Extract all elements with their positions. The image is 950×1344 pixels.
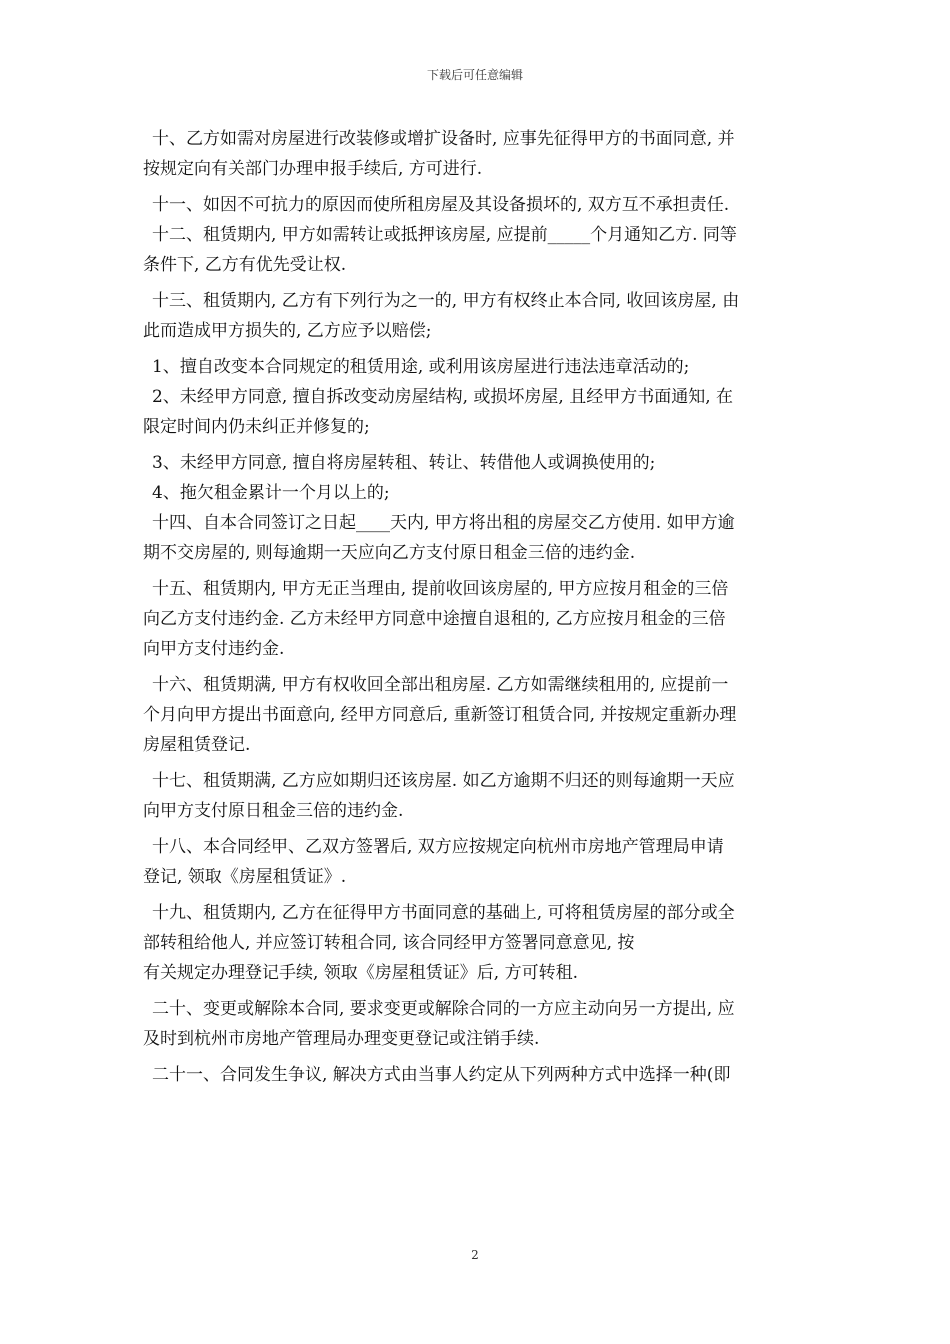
text-line: 十七、租赁期满, 乙方应如期归还该房屋. 如乙方逾期不归还的则每逾期一天应	[152, 771, 735, 791]
text-line: 2、未经甲方同意, 擅自拆改变动房屋结构, 或损坏房屋, 且经甲方书面通知, 在	[152, 387, 734, 407]
text-line: 向甲方支付违约金.	[143, 639, 285, 659]
text-line: 二十一、合同发生争议, 解决方式由当事人约定从下列两种方式中选择一种(即	[152, 1065, 731, 1085]
text-line: 十三、租赁期内, 乙方有下列行为之一的, 甲方有权终止本合同, 收回该房屋, 由	[152, 291, 740, 311]
text-line: 条件下, 乙方有优先受让权.	[143, 255, 347, 275]
text-line: 十五、租赁期内, 甲方无正当理由, 提前收回该房屋的, 甲方应按月租金的三倍	[152, 579, 729, 599]
text-line: 此而造成甲方损失的, 乙方应予以赔偿;	[143, 321, 432, 341]
text-line: 个月向甲方提出书面意向, 经甲方同意后, 重新签订租赁合同, 并按规定重新办理	[143, 705, 737, 725]
text-line: 1、擅自改变本合同规定的租赁用途, 或利用该房屋进行违法违章活动的;	[152, 357, 690, 377]
text-line: 十一、如因不可抗力的原因而使所租房屋及其设备损坏的, 双方互不承担责任.	[152, 195, 730, 215]
text-line: 十四、自本合同签订之日起____天内, 甲方将出租的房屋交乙方使用. 如甲方逾	[152, 513, 735, 533]
text-line: 按规定向有关部门办理申报手续后, 方可进行.	[143, 159, 483, 179]
text-line: 房屋租赁登记.	[143, 735, 251, 755]
text-line: 十八、本合同经甲、乙双方签署后, 双方应按规定向杭州市房地产管理局申请	[152, 837, 724, 857]
text-line: 期不交房屋的, 则每逾期一天应向乙方支付原日租金三倍的违约金.	[143, 543, 636, 563]
text-line: 部转租给他人, 并应签订转租合同, 该合同经甲方签署同意意见, 按	[143, 933, 635, 953]
text-line: 二十、变更或解除本合同, 要求变更或解除合同的一方应主动向另一方提出, 应	[152, 999, 735, 1019]
text-line: 4、拖欠租金累计一个月以上的;	[152, 483, 390, 503]
text-line: 向乙方支付违约金. 乙方未经甲方同意中途擅自退租的, 乙方应按月租金的三倍	[143, 609, 726, 629]
page-header: 下载后可任意编辑	[426, 68, 523, 82]
document-body	[143, 124, 808, 1090]
text-line: 十二、租赁期内, 甲方如需转让或抵押该房屋, 应提前_____个月通知乙方. 同等	[152, 225, 737, 245]
text-line: 十六、租赁期满, 甲方有权收回全部出租房屋. 乙方如需继续租用的, 应提前一	[152, 675, 729, 695]
page-number: 2	[471, 1248, 479, 1262]
text-line: 登记, 领取《房屋租赁证》.	[143, 867, 347, 887]
text-line: 向甲方支付原日租金三倍的违约金.	[143, 801, 404, 821]
text-line: 十九、租赁期内, 乙方在征得甲方书面同意的基础上, 可将租赁房屋的部分或全	[152, 903, 735, 923]
text-line: 限定时间内仍未纠正并修复的;	[143, 417, 370, 437]
text-line: 及时到杭州市房地产管理局办理变更登记或注销手续.	[143, 1029, 540, 1049]
text-line: 3、未经甲方同意, 擅自将房屋转租、转让、转借他人或调换使用的;	[152, 453, 656, 473]
text-line: 有关规定办理登记手续, 领取《房屋租赁证》后, 方可转租.	[143, 963, 579, 983]
text-line: 十、乙方如需对房屋进行改装修或增扩设备时, 应事先征得甲方的书面同意, 并	[152, 129, 735, 149]
